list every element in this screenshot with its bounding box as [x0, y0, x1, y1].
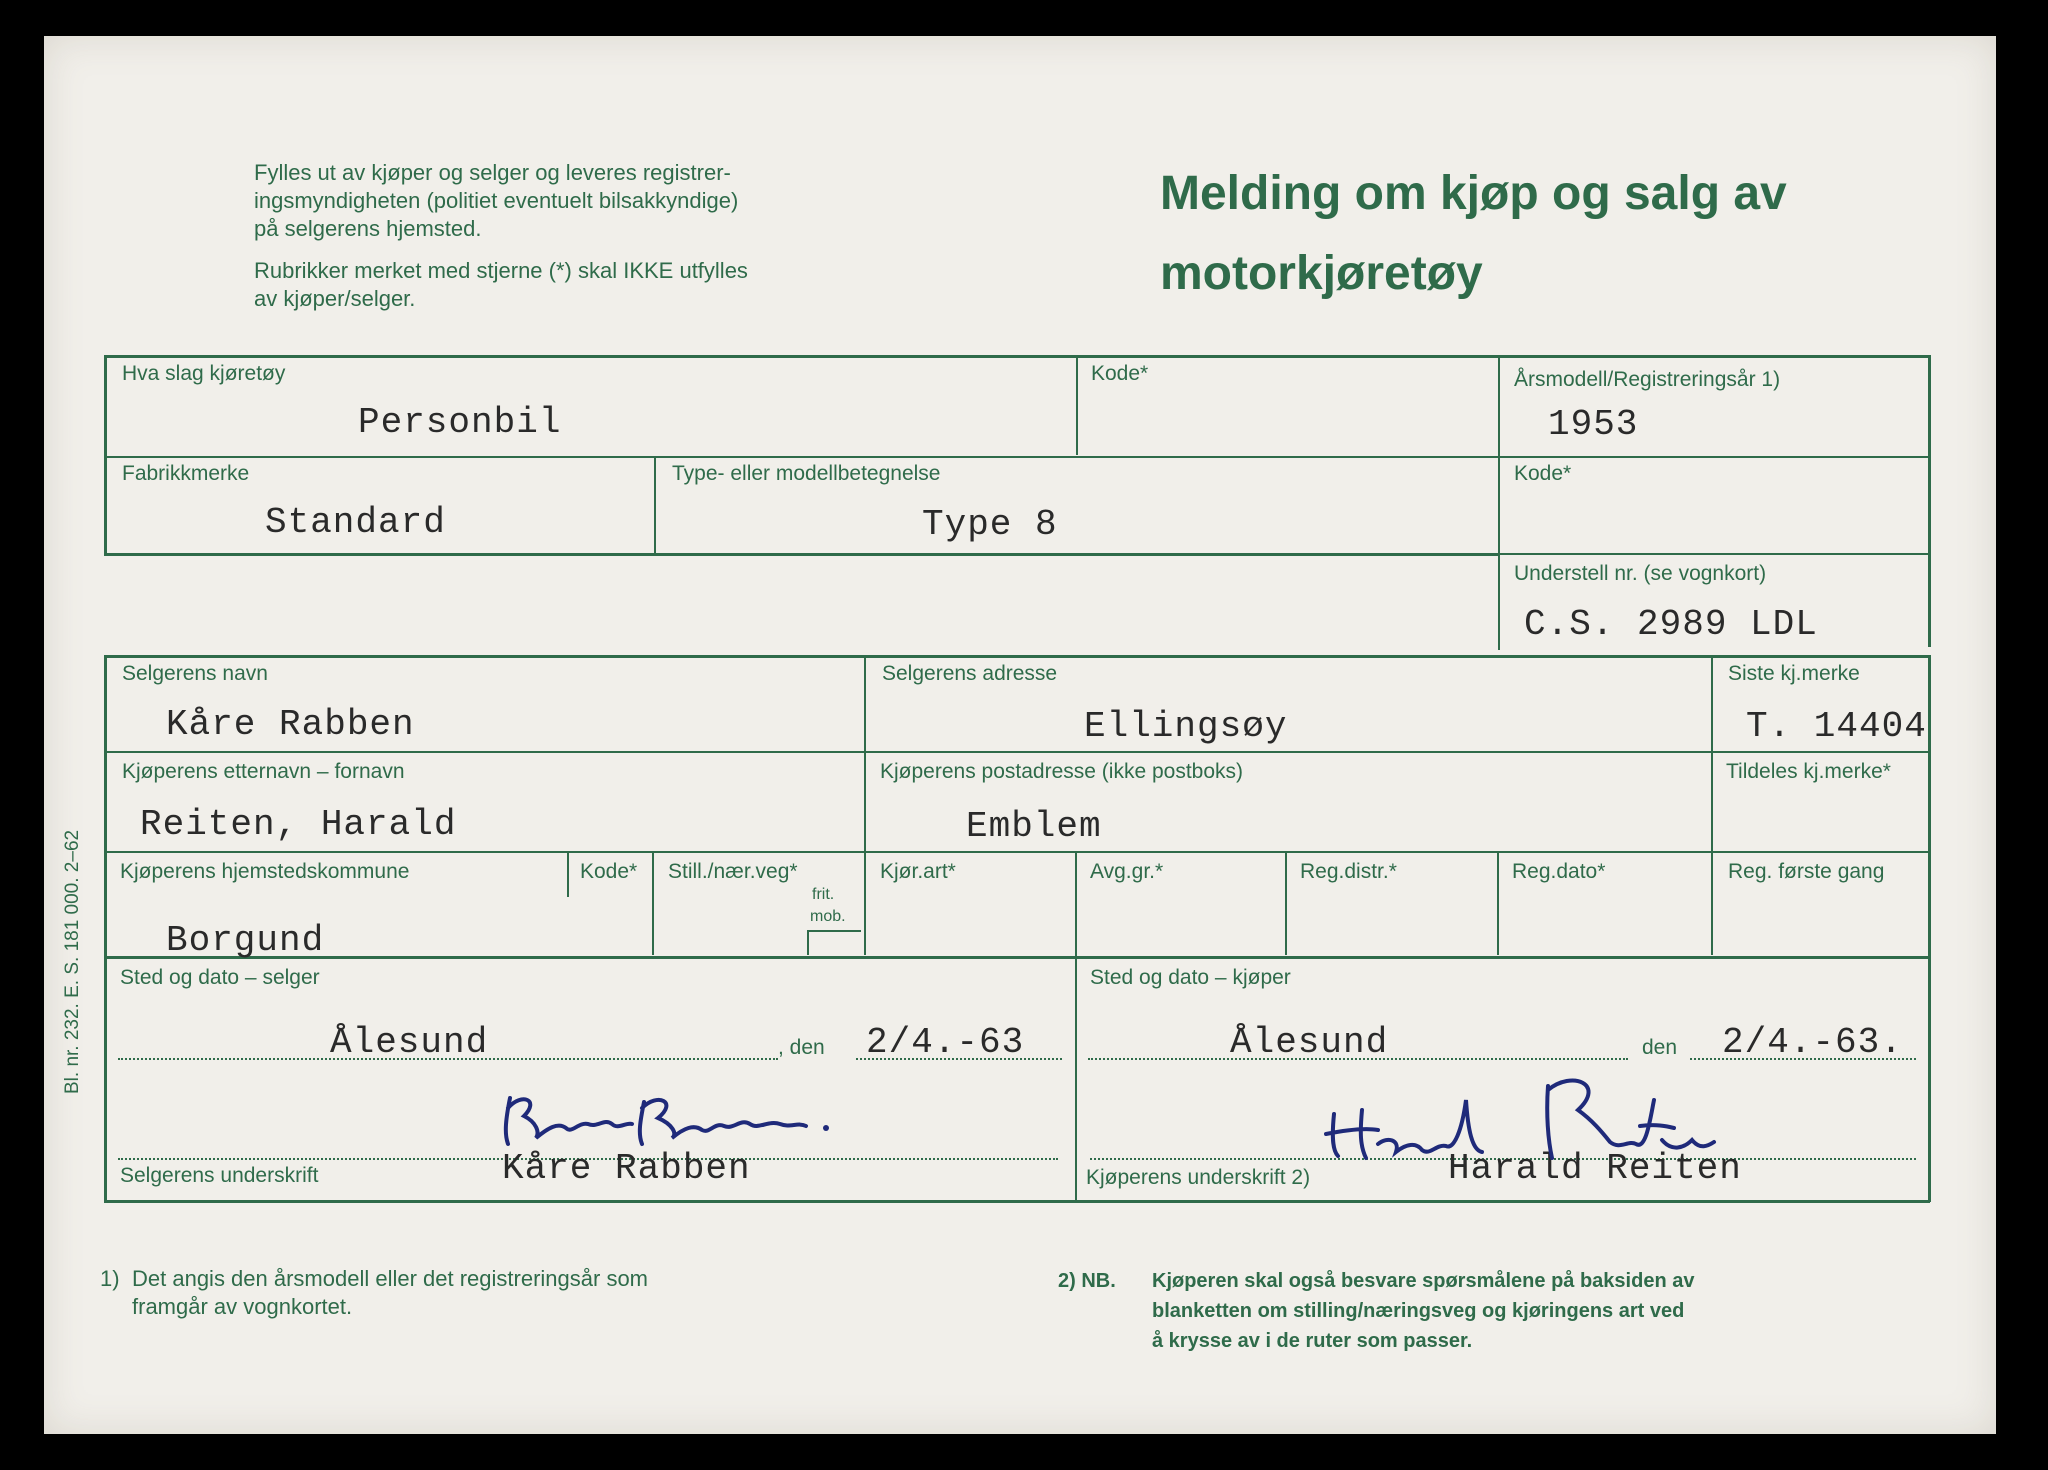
footnote-marker: 1) — [100, 1266, 120, 1291]
rule — [104, 553, 1500, 556]
kode3-label: Kode* — [580, 860, 638, 883]
rule — [104, 751, 1930, 753]
rule — [567, 851, 569, 897]
rule — [104, 655, 107, 1202]
dotted-line — [118, 1058, 778, 1060]
regdistr-label: Reg.distr.* — [1300, 860, 1397, 883]
rule — [1500, 553, 1930, 555]
kode-label: Kode* — [1091, 362, 1149, 385]
rule — [652, 851, 654, 955]
last-plate-value: T. 14404 — [1746, 706, 1927, 747]
model-value: Type 8 — [922, 504, 1058, 545]
make-value: Standard — [265, 502, 446, 543]
rule — [104, 655, 1930, 658]
buyer-place-label: Sted og dato – kjøper — [1090, 966, 1291, 989]
footnote-text: blanketten om stilling/næringsveg og kjøringens art ved — [1152, 1300, 1685, 1322]
footnote-text: framgår av vognkortet. — [132, 1294, 353, 1319]
instruction-line: ingsmyndigheten (politiet eventuelt bilsakkyndige) — [254, 188, 739, 213]
buyer-date-value: 2/4.-63. — [1722, 1022, 1903, 1063]
seller-address-label: Selgerens adresse — [882, 662, 1058, 685]
form-title: Melding om kjøp og salg av — [1160, 167, 1787, 220]
seller-date-value: 2/4.-63 — [866, 1022, 1025, 1063]
rule — [104, 355, 1930, 358]
chassis-label: Understell nr. (se vognkort) — [1514, 562, 1767, 585]
rule — [104, 851, 1930, 853]
rule — [1928, 355, 1931, 647]
seller-name-value: Kåre Rabben — [166, 704, 415, 745]
rule — [654, 456, 656, 554]
last-plate-label: Siste kj.merke — [1728, 662, 1860, 685]
chassis-value: C.S. 2989 LDL — [1524, 604, 1818, 645]
rule — [1498, 355, 1500, 650]
seller-signature-typed: Kåre Rabben — [502, 1148, 751, 1189]
mob-label: mob. — [810, 908, 846, 925]
buyer-name-label: Kjøperens etternavn – fornavn — [122, 760, 405, 783]
vehicle-type-value: Personbil — [358, 402, 562, 443]
rule — [1928, 655, 1931, 1202]
rule — [104, 355, 107, 555]
seller-signature-label: Selgerens underskrift — [120, 1164, 319, 1187]
footnote-text: Kjøperen skal også besvare spørsmålene på baksiden av — [1152, 1270, 1695, 1292]
buyer-name-value: Reiten, Harald — [140, 804, 457, 845]
kode2-label: Kode* — [1514, 462, 1572, 485]
model-year-value: 1953 — [1548, 404, 1639, 445]
kjorart-label: Kjør.art* — [880, 860, 956, 883]
instruction-line: på selgerens hjemsted. — [254, 216, 482, 241]
avggr-label: Avg.gr.* — [1090, 860, 1164, 883]
frit-label: frit. — [812, 886, 835, 903]
seller-handwritten-signature — [488, 1078, 848, 1158]
model-label: Type- eller modellbetegnelse — [672, 462, 941, 485]
form-title: motorkjøretøy — [1160, 247, 1483, 300]
seller-name-label: Selgerens navn — [122, 662, 268, 685]
municipality-value: Borgund — [166, 920, 325, 961]
regforste-label: Reg. første gang — [1728, 860, 1885, 883]
rule — [104, 456, 1930, 458]
rule — [1285, 851, 1287, 955]
seller-address-value: Ellingsøy — [1084, 706, 1288, 747]
seller-place-value: Ålesund — [330, 1022, 489, 1063]
buyer-address-label: Kjøperens postadresse (ikke postboks) — [880, 760, 1243, 783]
rule — [104, 1200, 1930, 1203]
vehicle-type-label: Hva slag kjøretøy — [122, 362, 286, 385]
footnote-text: Det angis den årsmodell eller det registreringsår som — [132, 1266, 649, 1291]
rule — [1497, 851, 1499, 955]
dotted-line — [856, 1058, 1062, 1060]
footnote-marker: 2) NB. — [1058, 1270, 1116, 1292]
instruction-line: av kjøper/selger. — [254, 286, 416, 311]
den-label: , den — [778, 1036, 825, 1059]
buyer-signature-label: Kjøperens underskrift 2) — [1086, 1166, 1311, 1189]
assigned-plate-label: Tildeles kj.merke* — [1726, 760, 1891, 783]
buyer-signature-typed: Harald Reiten — [1448, 1148, 1742, 1189]
den-label: den — [1642, 1036, 1678, 1059]
buyer-address-value: Emblem — [966, 806, 1102, 847]
occupation-label: Still./nær.veg* — [668, 860, 798, 883]
model-year-label: Årsmodell/Registreringsår 1) — [1514, 368, 1781, 391]
buyer-handwritten-signature — [1316, 1060, 1736, 1170]
rule — [864, 655, 866, 955]
seller-place-label: Sted og dato – selger — [120, 966, 320, 989]
form-number: Bl. nr. 232. E. S. 181 000. 2–62 — [62, 829, 83, 1094]
instruction-line: Fylles ut av kjøper og selger og leveres registrer- — [254, 160, 731, 185]
municipality-label: Kjøperens hjemstedskommune — [120, 860, 410, 883]
rule — [104, 956, 1930, 959]
buyer-place-value: Ålesund — [1230, 1022, 1389, 1063]
rule — [1075, 851, 1077, 1201]
instruction-line: Rubrikker merket med stjerne (*) skal IKKE utfylles — [254, 258, 748, 283]
rule — [807, 930, 809, 955]
footnote-text: å krysse av i de ruter som passer. — [1152, 1330, 1473, 1352]
make-label: Fabrikkmerke — [122, 462, 250, 485]
rule — [1711, 655, 1713, 955]
regdato-label: Reg.dato* — [1512, 860, 1606, 883]
rule — [1076, 355, 1078, 455]
rule — [807, 930, 861, 932]
